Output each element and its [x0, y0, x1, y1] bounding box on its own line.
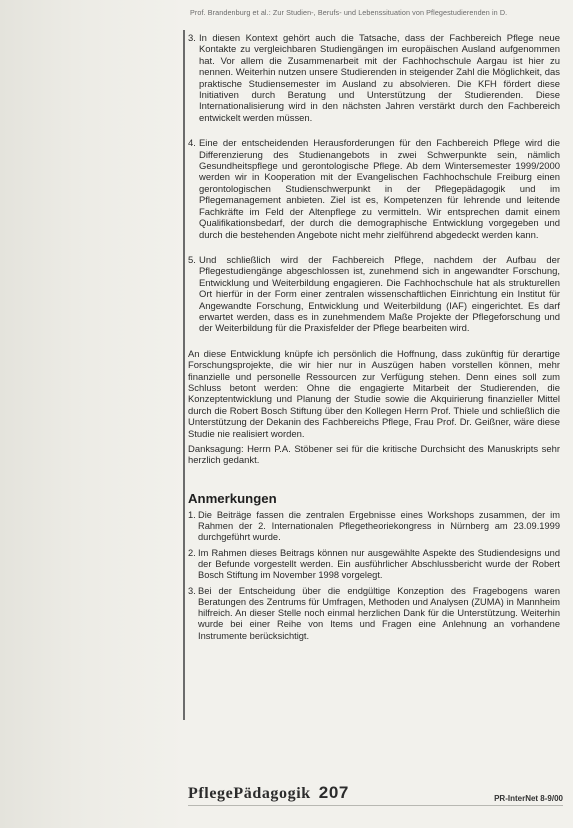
note-item: [188, 510, 560, 544]
list-item: [188, 33, 560, 124]
page-footer: [188, 781, 563, 803]
footer-rule: [188, 805, 563, 806]
acknowledgment-paragraph: Danksagung: Herrn P.A. Stöbener sei für die kritische Durchsicht des Manuskripts sehr herzlich gedankt.: [188, 444, 560, 467]
item-text: Eine der entscheidenden Herausforderungen für den Fachbereich Pflege wird die Differenzierung des Studienangebots in zwei Schwerpunkte sein, nämlich Gesundheitspflege und gerontologische Pflege. Ab dem Wintersemester 1999/2000 werden wir in Kooperation mit der Evangelischen Fachhochschule Freiburg einen gerontologischen Studienschwerpunkt in der Pflegepädagogik und im Pflegemanagement anbieten. Ziel ist es, Kompetenzen für lehrende und leitende Fachkräfte im Feld der Altenpflege zu vermitteln. Wir entsprechen damit einem Qualifikationsbedarf, der durch die demographische Entwicklung vorgegeben und durch die bestehenden Angebote nicht mehr zielführend abgedeckt werden kann.: [199, 138, 560, 241]
page-fold-line: [183, 30, 185, 720]
note-text: Im Rahmen dieses Beitrags können nur ausgewählte Aspekte des Studiendesigns und der Befunde vorgestellt werden. Ein ausführlicher Abschlussbericht wurde der Robert Bosch Stiftung im November 1998 vorgelegt.: [198, 547, 560, 581]
item-number: 4.: [188, 138, 196, 150]
journal-title: [188, 783, 349, 803]
issue-label: PR-InterNet 8-9/00: [494, 794, 563, 803]
item-text: Und schließlich wird der Fachbereich Pflege, nachdem der Aufbau der Pflegestudiengänge abgeschlossen ist, zunehmend sich in angewandter Forschung, Entwicklung und Weiterbildung engagieren. Die Fachhochschule hat als strukturellen Ort hierfür in der Form einer zentralen wissenschaftlichen Einrichtung ein Institut für Angewandte Forschung, Entwicklung und Weiterbildung (IAF) eingerichtet. Es darf erwartet werden, dass es in zunehmendem Maße Projekte der Pflegeforschung und der Weiterbildung für die Praxisfelder der Pflege bearbeiten wird.: [199, 254, 560, 335]
note-text: Bei der Entscheidung über die endgültige Konzeption des Fragebogens waren Beratungen des Zentrums für Umfragen, Methoden und Analysen (ZUMA) in Mannheim hilfreich. An dieser Stelle noch einmal herzlichen Dank für die Unterstützung. Weiterhin wurde bei einer Reihe von Items und Fragen eine Anlehnung an vorhandene Instrumente berücksichtigt.: [198, 585, 560, 641]
note-number: 2.: [188, 547, 196, 558]
page-number: 207: [318, 783, 349, 802]
note-text: Die Beiträge fassen die zentralen Ergebnisse eines Workshops zusammen, der im Rahmen der 2. Internationalen Pflegetheoriekongress in Nürnberg am 23.09.1999 durchgeführt wurde.: [198, 509, 560, 543]
scan-margin: [0, 0, 186, 828]
list-item: [188, 255, 560, 335]
notes-heading: Anmerkungen: [188, 490, 277, 506]
running-header: Prof. Brandenburg et al.: Zur Studien-, Berufs- und Lebenssituation von Pflegestudierenden in D.: [190, 8, 508, 17]
journal-name: PflegePädagogik: [188, 785, 311, 802]
note-item: [188, 548, 560, 582]
note-number: 1.: [188, 509, 196, 520]
list-item: [188, 138, 560, 241]
item-number: 3.: [188, 33, 196, 44]
note-item: [188, 586, 560, 642]
notes-list: [188, 510, 560, 642]
item-text: In diesen Kontext gehört auch die Tatsache, dass der Fachbereich Pflege neue Kontakte zu vergleichbaren Studiengängen im europäischen Ausland aufgenommen hat. Vor allem die Zusammenarbeit mit der Fachhochschule Aargau ist hier zu nennen. Weiterhin nutzen unsere Studierenden in steigender Zahl die Möglichkeit, das praktische Studiensemester im Ausland zu absolvieren. Die KFH fördert diese Initiativen durch Beratung und Unterstützung der Studierenden. Diese Internationalisierung wird in den nächsten Jahren verstärkt durch den Fachbereich entwickelt werden müssen.: [199, 33, 560, 124]
item-number: 5.: [188, 254, 196, 266]
text-column: [188, 33, 560, 642]
closing-paragraph: An diese Entwicklung knüpfe ich persönlich die Hoffnung, dass zukünftig für derartige Forschungsprojekte, die wir hier nur in Auszügen haben vorstellen können, mehr finanzielle und personelle Ressourcen zur Verfügung stehen. Denn eines soll zum Schluss betont werden: Ohne die engagierte Mitarbeit der Studierenden, die Konzeptentwicklung und Planung der Studie sowie die Akquirierung finanzieller Mittel durch die Robert Bosch Stiftung über den Kollegen Herrn Prof. Thiele und schließlich die Unterstützung der Dekanin des Fachbereichs Pflege, Frau Prof. Dr. Geißner, wäre diese Studie nie realisiert worden.: [188, 348, 560, 440]
note-number: 3.: [188, 585, 196, 596]
